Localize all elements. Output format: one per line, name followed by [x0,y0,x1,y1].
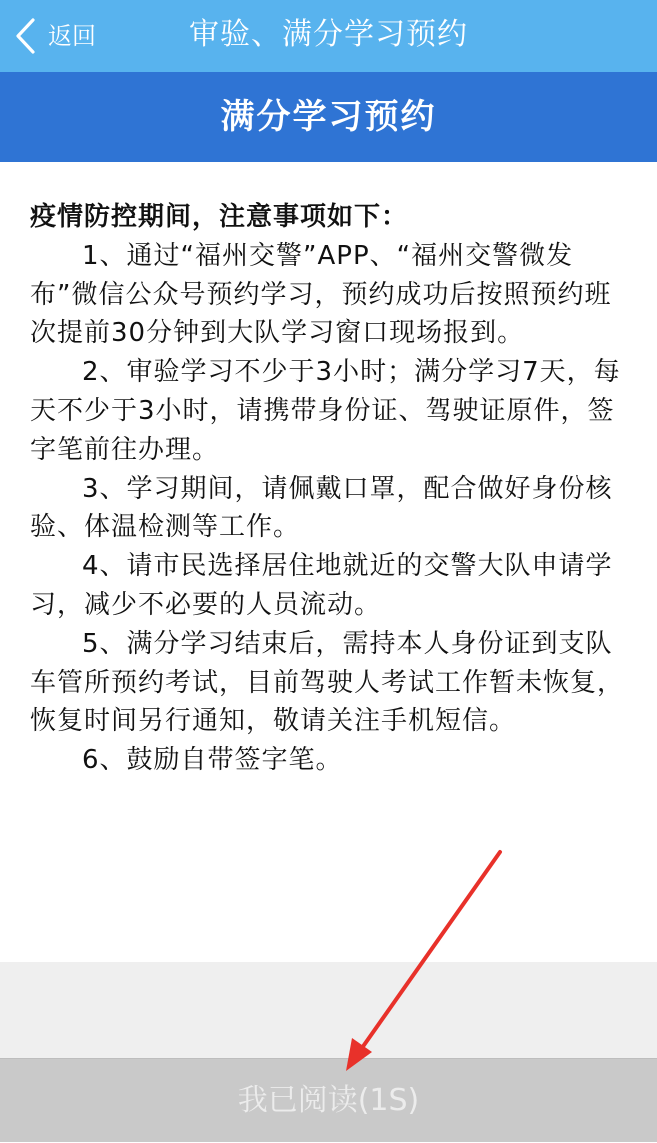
read-confirm-button[interactable]: 我已阅读(1S) [0,1058,657,1142]
section-banner: 满分学习预约 [0,72,657,162]
notice-heading: 疫情防控期间，注意事项如下： [30,202,409,232]
notice-item: 2、审验学习不少于3小时；满分学习7天，每天不少于3小时，请携带身份证、驾驶证原件，签字笔前往办理。 [30,357,621,465]
notice-item: 3、学习期间，请佩戴口罩，配合做好身份核验、体温检测等工作。 [30,473,613,543]
chevron-left-icon [14,16,42,56]
notice-content [30,198,630,958]
navbar [0,0,657,72]
notice-item: 6、鼓励自带签字笔。 [82,745,343,776]
notice-item: 4、请市民选择居住地就近的交警大队申请学习，减少不必要的人员流动。 [30,551,613,620]
notice-item: 5、满分学习结束后，需持本人身份证到支队车管所预约考试，目前驾驶人考试工作暂未恢复，恢复时间另行通知，敬请关注手机短信。 [30,628,625,737]
back-label: 返回 [48,22,96,50]
notice-item: 1、通过“福州交警”APP、“福州交警微发布”微信公众号预约学习，预约成功后按照预约班次提前30分钟到大队学习窗口现场报到。 [30,240,612,349]
footer-spacer [0,962,657,1058]
page-title: 审验、满分学习预约 [189,17,468,52]
back-button[interactable] [14,14,96,58]
